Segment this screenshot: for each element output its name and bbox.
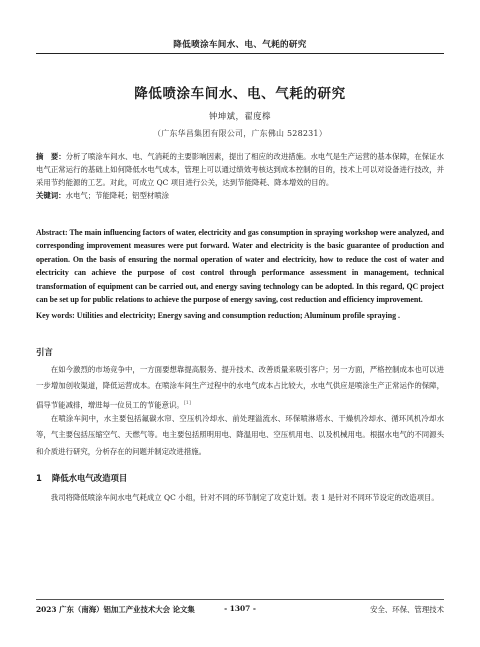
abstract-cn-text: 分析了喷涂车间水、电、气消耗的主要影响因素，提出了相应的改进措施。水电气是生产运营的基本保障，在保证水电气正常运行的基础上如何降低水电气成本，管理上可以通过绩效考核达到成本控制的目的，技术上可以对设备进行技改，并采用节约能源的工艺。对此，可成立 QC 项目进行公关，达到节能降耗、降本增效的目的。: [36, 152, 444, 188]
authors: 钟坤斌，翟度槔: [208, 111, 272, 121]
section-1-number: 1: [36, 473, 42, 483]
intro-heading: 引言: [36, 347, 53, 357]
intro-paragraph-2: 在喷涂车间中，水主要包括氟碳水帘、空压机冷却水、前处理溢流水、环保喷淋塔水、干燥机冷却水、循环风机冷却水等，气主要包括压缩空气、天燃气等。电主要包括照明用电、降温用电、空压机用电、以及机械用电。根据水电气的不同源头和介质进行研究，分析存在的问题并制定改进措施。: [36, 414, 444, 456]
section-1-heading: [36, 472, 127, 484]
footer-divider: [36, 599, 444, 600]
abstract-english: [36, 226, 444, 306]
section-1-paragraph-1: 我司将降低喷涂车间水电气耗成立 QC 小组，针对不同的环节制定了攻克计划。表 1 是针对不同环节设定的改造项目。: [50, 493, 439, 502]
intro-paragraph-1: [36, 362, 444, 414]
keywords-cn-label: 关键词：: [36, 191, 66, 200]
section-1-title: 降低水电气改造项目: [51, 473, 128, 483]
abstract-cn-label: 摘 要：: [36, 152, 66, 161]
footer-section: 安全、环保、管理技术: [370, 605, 444, 614]
running-head: 降低喷涂车间水、电、气耗的研究: [173, 40, 307, 50]
affiliation: （广东华昌集团有限公司，广东佛山 528231）: [153, 129, 327, 138]
page-number: - 1307 -: [224, 604, 256, 613]
keywords-cn-text: 水电气；节能降耗；铝型材喷涂: [65, 191, 170, 200]
abstract-chinese: [36, 150, 444, 190]
keywords-en-label: Key words:: [36, 311, 75, 320]
abstract-en-label: Abstract:: [36, 228, 68, 237]
header-divider: [36, 53, 444, 54]
citation-ref: [1]: [183, 399, 191, 406]
footer-proceedings: 2023 广东（南海）铝加工产业技术大会 论文集: [36, 605, 195, 614]
keywords-chinese: [36, 189, 444, 202]
abstract-en-text: The main influencing factors of water, electricity and gas consumption in spraying workshop were analyzed, and corresponding improvement measures were put forward. Water and electricity is the basic guarantee of production and operation. On the basis of ensuring the normal operation of water and electricity, how to reduce the cost of water and electricity can achieve the purpose of cost control through performance assessment in management, technical transformation of equipment can be carried out, and energy saving technology can be adopted. In this regard, QC project can be set up for public relations to achieve the purpose of energy saving, cost reduction and efficiency improvement.: [36, 228, 445, 305]
paper-title: 降低喷涂车间水、电、气耗的研究: [134, 86, 346, 102]
keywords-english: [36, 309, 444, 322]
keywords-en-text: Utilities and electricity; Energy saving and consumption reduction; Aluminum profile spraying .: [76, 311, 401, 320]
intro-p1-text: 在如今激烈的市场竞争中，一方面要想靠提高服务、提升技术、改善质量来吸引客户；另一方面，严格控制成本也可以进一步增加创收渠道，降低运营成本。在喷涂车间生产过程中的水电气成本占比较大，水电气供应是喷涂生产正常运作的保障，倡导节能减排，增进每一位员工的节能意识。: [36, 365, 444, 410]
